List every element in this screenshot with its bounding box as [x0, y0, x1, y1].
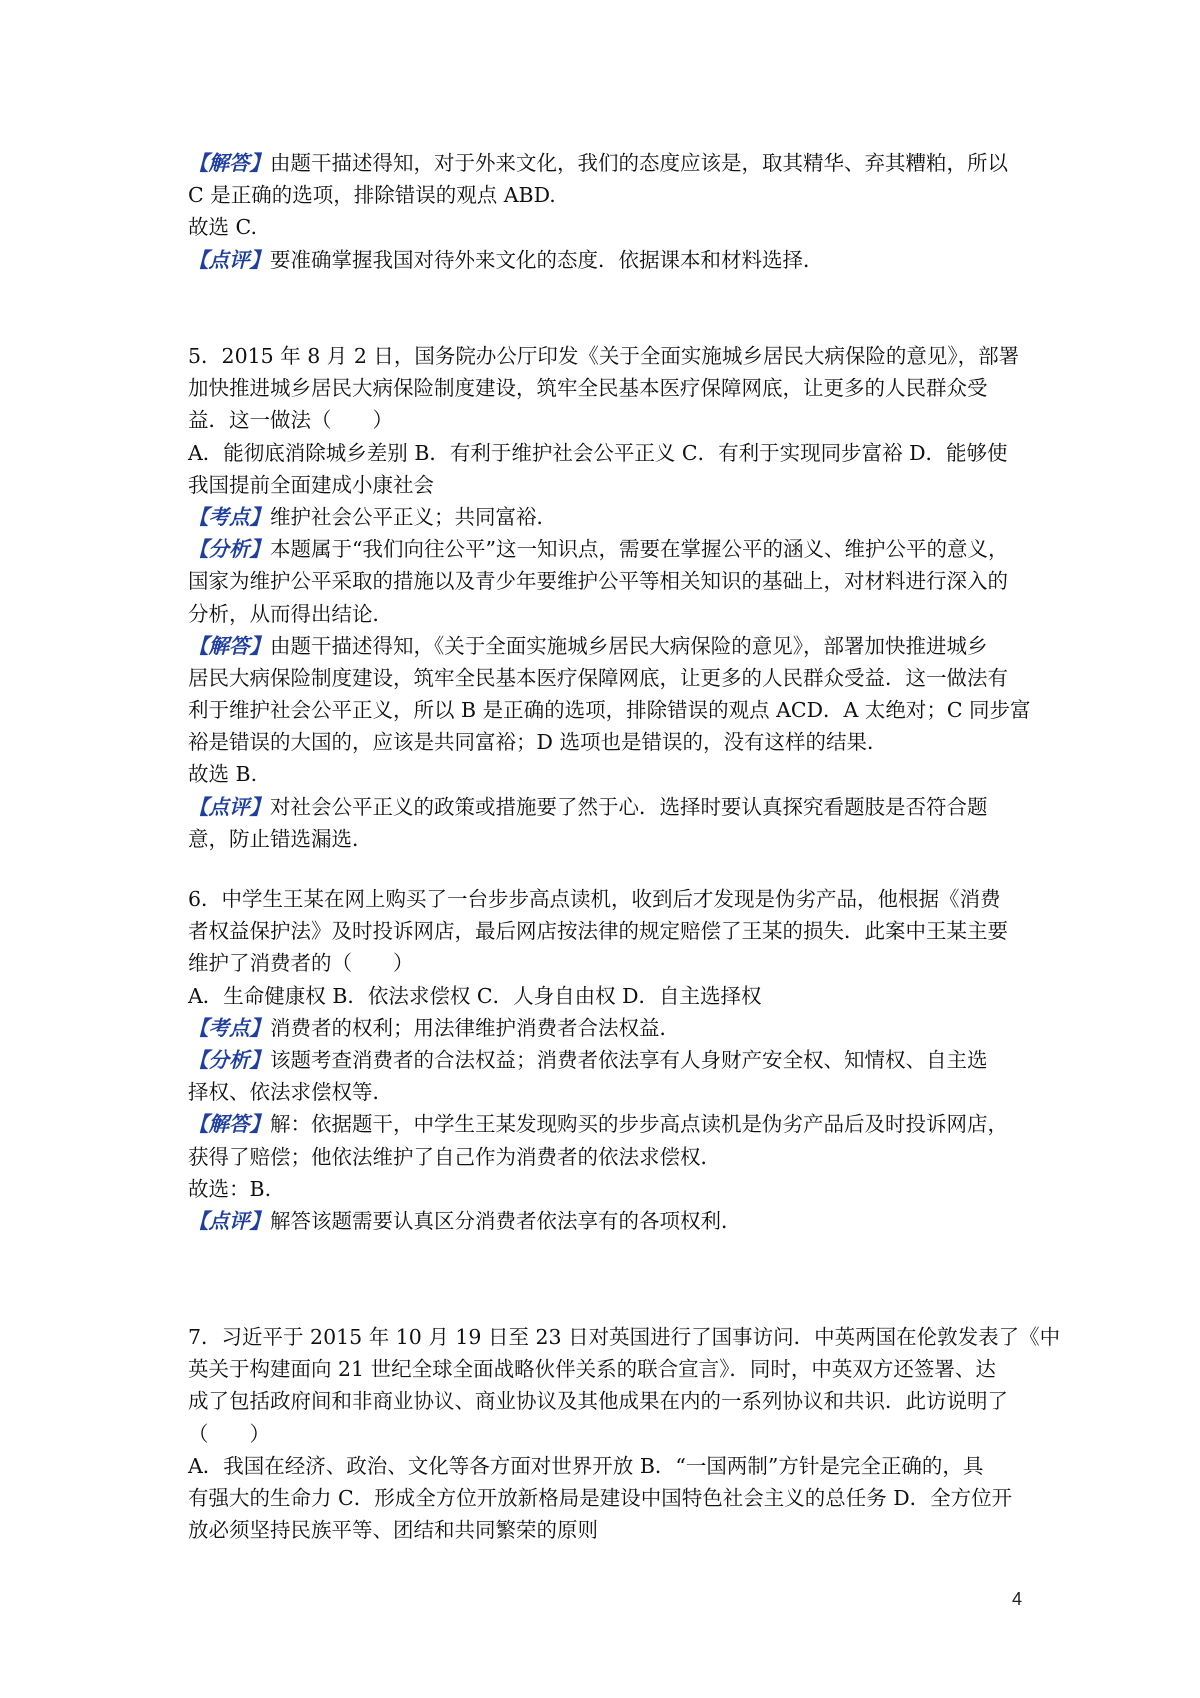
options-line: A．能彻底消除城乡差别 B．有利于维护社会公平正义 C．有利于实现同步富裕 D．能够使 — [188, 440, 1008, 465]
answer-tag: 【解答】 — [188, 633, 270, 658]
choice-line: 故选 B. — [188, 762, 258, 787]
options-line: 放必须坚持民族平等、团结和共同繁荣的原则 — [188, 1518, 598, 1543]
analysis-text: 该题考查消费者的合法权益；消费者依法享有人身财产安全权、知情权、自主选 — [270, 1047, 988, 1072]
comment-line: 意，防止错选漏选． — [188, 826, 373, 851]
page-number: 4 — [1012, 1589, 1023, 1609]
analysis-text: 本题属于“我们向往公平”这一知识点，需要在掌握公平的涵义、维护公平的意义， — [270, 537, 1009, 562]
question-6 — [188, 883, 1028, 1237]
question-stem: 英关于构建面向 21 世纪全球全面战略伙伴关系的联合宣言》．同时，中英双方还签署、达 — [188, 1357, 996, 1382]
choice-line: 故选：B. — [188, 1176, 272, 1201]
comment-line — [188, 244, 1028, 276]
comment-text: 对社会公平正义的政策或措施要了然于心．选择时要认真探究看题肢是否符合题 — [270, 794, 988, 819]
answer-line — [188, 630, 1028, 662]
question-stem: 7．习近平于 2015 年 10 月 19 日至 23 日对英国进行了国事访问．中英两国在伦敦发表了《中 — [188, 1325, 1061, 1349]
answer-text: 由题干描述得知，对于外来文化，我们的态度应该是，取其精华、弃其糟粕，所以 — [270, 151, 1008, 175]
comment-tag: 【点评】 — [188, 247, 270, 272]
question-stem: （ ） — [188, 1421, 270, 1446]
question-stem: 维护了消费者的（ ） — [188, 951, 414, 976]
options-line: 有强大的生命力 C．形成全方位开放新格局是建设中国特色社会主义的总任务 D．全方位开 — [188, 1485, 1013, 1510]
answer-line: C 是正确的选项，排除错误的观点 ABD. — [188, 183, 556, 208]
analysis-line — [188, 533, 1028, 565]
answer-line — [188, 1108, 1028, 1140]
answer-line — [188, 147, 1028, 179]
answer-line: 获得了赔偿；他依法维护了自己作为消费者的依法求偿权． — [188, 1144, 721, 1169]
answer-line: 居民大病保险制度建设，筑牢全民基本医疗保障网底，让更多的人民群众受益．这一做法有 — [188, 665, 1008, 690]
analysis-line: 择权、依法求偿权等． — [188, 1080, 393, 1105]
question-stem: 成了包括政府间和非商业协议、商业协议及其他成果在内的一系列协议和共识．此访说明了 — [188, 1389, 1008, 1414]
question-5 — [188, 340, 1031, 855]
point-tag: 【考点】 — [188, 1015, 270, 1040]
answer-line: 利于维护社会公平正义，所以 B 是正确的选项，排除错误的观点 ACD．A 太绝对；C 同步富 — [188, 698, 1031, 723]
options-line: A．生命健康权 B．依法求偿权 C．人身自由权 D．自主选择权 — [188, 983, 762, 1008]
options-line: A．我国在经济、政治、文化等各方面对世界开放 B．“一国两制”方针是完全正确的，具 — [188, 1453, 984, 1478]
comment-tag: 【点评】 — [188, 794, 270, 819]
question-stem: 益．这一做法（ ） — [188, 408, 393, 433]
analysis-tag: 【分析】 — [188, 1047, 270, 1072]
q4-tail — [188, 147, 1028, 276]
comment-line — [188, 791, 1028, 823]
comment-line — [188, 1205, 1028, 1237]
point-text: 维护社会公平正义；共同富裕． — [270, 504, 557, 529]
comment-tag: 【点评】 — [188, 1208, 270, 1233]
analysis-line: 分析，从而得出结论． — [188, 601, 393, 626]
comment-text: 解答该题需要认真区分消费者依法享有的各项权利． — [270, 1208, 742, 1233]
analysis-line — [188, 1044, 1028, 1076]
choice-line: 故选 C. — [188, 215, 257, 240]
answer-tag: 【解答】 — [188, 1112, 270, 1137]
comment-text: 要准确掌握我国对待外来文化的态度．依据课本和材料选择． — [270, 247, 824, 272]
point-line — [188, 1012, 1028, 1044]
question-stem: 加快推进城乡居民大病保险制度建设，筑牢全民基本医疗保障网底，让更多的人民群众受 — [188, 376, 988, 401]
question-stem: 6．中学生王某在网上购买了一台步步高点读机，收到后才发现是伪劣产品，他根据《消费 — [188, 887, 1001, 911]
question-7 — [188, 1321, 1061, 1546]
question-stem: 者权益保护法》及时投诉网店，最后网店按法律的规定赔偿了王某的损失．此案中王某主要 — [188, 919, 1008, 944]
answer-tag: 【解答】 — [188, 151, 270, 175]
answer-text: 解：依据题干，中学生王某发现购买的步步高点读机是伪劣产品后及时投诉网店， — [270, 1112, 1008, 1137]
point-line — [188, 501, 1028, 533]
point-tag: 【考点】 — [188, 504, 270, 529]
answer-text: 由题干描述得知，《关于全面实施城乡居民大病保险的意见》，部署加快推进城乡 — [270, 633, 988, 658]
question-stem: 5．2015 年 8 月 2 日，国务院办公厅印发《关于全面实施城乡居民大病保险的意见》，部署 — [188, 344, 1020, 368]
analysis-line: 国家为维护公平采取的措施以及青少年要维护公平等相关知识的基础上，对材料进行深入的 — [188, 569, 1008, 594]
options-line: 我国提前全面建成小康社会 — [188, 472, 434, 497]
analysis-tag: 【分析】 — [188, 537, 270, 562]
point-text: 消费者的权利；用法律维护消费者合法权益． — [270, 1015, 680, 1040]
answer-line: 裕是错误的大国的，应该是共同富裕；D 选项也是错误的，没有这样的结果． — [188, 730, 888, 755]
